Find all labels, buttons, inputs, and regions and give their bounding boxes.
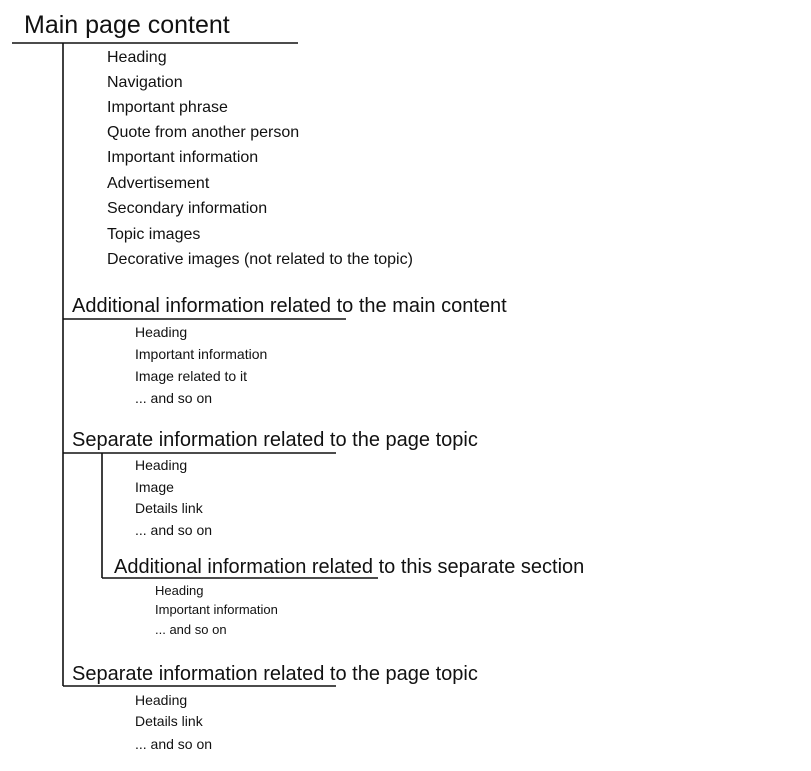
section2-title: Separate information related to the page topic [72,429,478,451]
main-item: Topic images [107,226,201,243]
section2-item: ... and so on [135,522,213,538]
section2-sub-item: ... and so on [155,622,227,637]
section1-title: Additional information related to the main content [72,295,507,317]
section1-item: ... and so on [135,390,213,406]
root-title: Main page content [24,11,230,39]
main-item: Decorative images (not related to the topic) [107,251,413,268]
section3-item: ... and so on [135,736,213,752]
section3-item: Heading [135,692,188,708]
section2-item: Heading [135,457,188,473]
main-item: Advertisement [107,175,210,192]
section2-item: Image [135,479,174,495]
section2-sub-title: Additional information related to this separate section [114,556,585,578]
section2-item: Details link [135,500,203,516]
section3-item: Details link [135,713,203,729]
main-item: Navigation [107,74,183,91]
section2-sub-item: Important information [155,602,278,617]
main-item: Quote from another person [107,124,300,141]
section1-item: Important information [135,346,268,362]
main-item: Heading [107,49,167,66]
section1-item: Heading [135,324,188,340]
section1-item: Image related to it [135,368,248,384]
section2-sub-item: Heading [155,583,204,598]
section3-title: Separate information related to the page topic [72,663,478,685]
main-item: Important phrase [107,99,228,116]
main-item: Secondary information [107,200,268,217]
main-item: Important information [107,149,259,166]
